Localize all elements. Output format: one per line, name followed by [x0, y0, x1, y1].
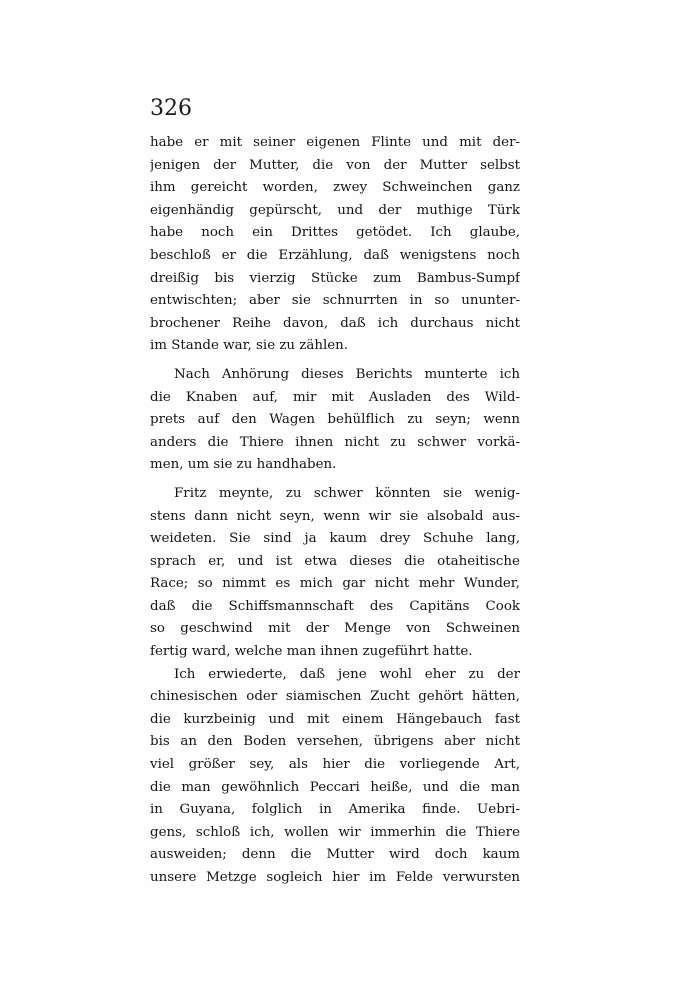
text-line: jenigen der Mutter, die von der Mutter selbst — [150, 157, 520, 173]
text-line: Ich erwiederte, daß jene wohl eher zu der — [174, 666, 520, 682]
body-text — [150, 132, 520, 890]
text-line: anders die Thiere ihnen nicht zu schwer vorkä- — [150, 434, 520, 450]
text-line: beschloß er die Erzählung, daß wenigstens noch — [150, 247, 520, 263]
text-line: habe noch ein Drittes getödet. Ich glaube, — [150, 225, 520, 241]
paragraph-2 — [150, 364, 520, 477]
text-line: prets auf den Wagen behülflich zu seyn; wenn — [150, 412, 520, 428]
text-line: so geschwind mit der Menge von Schweinen — [150, 621, 520, 637]
text-line: entwischten; aber sie schnurrten in so ununter- — [150, 293, 520, 309]
text-line: die man gewöhnlich Peccari heiße, und die man — [150, 779, 520, 795]
text-line: men, um sie zu handhaben. — [150, 457, 337, 473]
text-line: die Knaben auf, mir mit Ausladen des Wild- — [150, 389, 520, 405]
text-line: Nach Anhörung dieses Berichts munterte ich — [174, 366, 520, 382]
text-line: stens dann nicht seyn, wenn wir sie alsobald aus- — [150, 508, 520, 524]
paragraph-1 — [150, 132, 520, 358]
text-line: weideten. Sie sind ja kaum drey Schuhe lang, — [150, 531, 520, 547]
text-line: unsere Metzge sogleich hier im Felde verwursten — [150, 870, 520, 885]
text-line: eigenhändig gepürscht, und der muthige Türk — [150, 202, 520, 218]
text-line: im Stande war, sie zu zählen. — [150, 338, 349, 354]
paragraph-4 — [150, 664, 520, 890]
text-line: dreißig bis vierzig Stücke zum Bambus-Sumpf — [150, 270, 520, 286]
text-line: ihm gereicht worden, zwey Schweinchen ganz — [150, 180, 520, 196]
text-line: chinesischen oder siamischen Zucht gehört hätten, — [150, 689, 520, 705]
text-line: gens, schloß ich, wollen wir immerhin die Thiere — [150, 824, 520, 840]
text-line: die kurzbeinig und mit einem Hängebauch fast — [150, 711, 520, 727]
text-line: ausweiden; denn die Mutter wird doch kaum — [150, 847, 520, 863]
text-line: sprach er, und ist etwa dieses die otaheitische — [150, 553, 520, 569]
paragraph-3 — [150, 483, 520, 664]
text-line: in Guyana, folglich in Amerika finde. Uebri- — [150, 802, 520, 818]
text-line: viel größer sey, als hier die vorliegende Art, — [150, 757, 520, 773]
text-line: Fritz meynte, zu schwer könnten sie wenig- — [174, 485, 520, 501]
text-line: bis an den Boden versehen, übrigens aber nicht — [150, 734, 520, 750]
text-line: fertig ward, welche man ihnen zugeführt hatte. — [150, 644, 473, 660]
text-line: daß die Schiffsmannschaft des Capitäns Cook — [150, 598, 520, 614]
text-line: habe er mit seiner eigenen Flinte und mit der- — [150, 135, 520, 150]
page-number: 326 — [150, 96, 192, 121]
text-line: brochener Reihe davon, daß ich durchaus nicht — [150, 315, 520, 331]
text-line: Race; so nimmt es mich gar nicht mehr Wunder, — [150, 576, 520, 592]
